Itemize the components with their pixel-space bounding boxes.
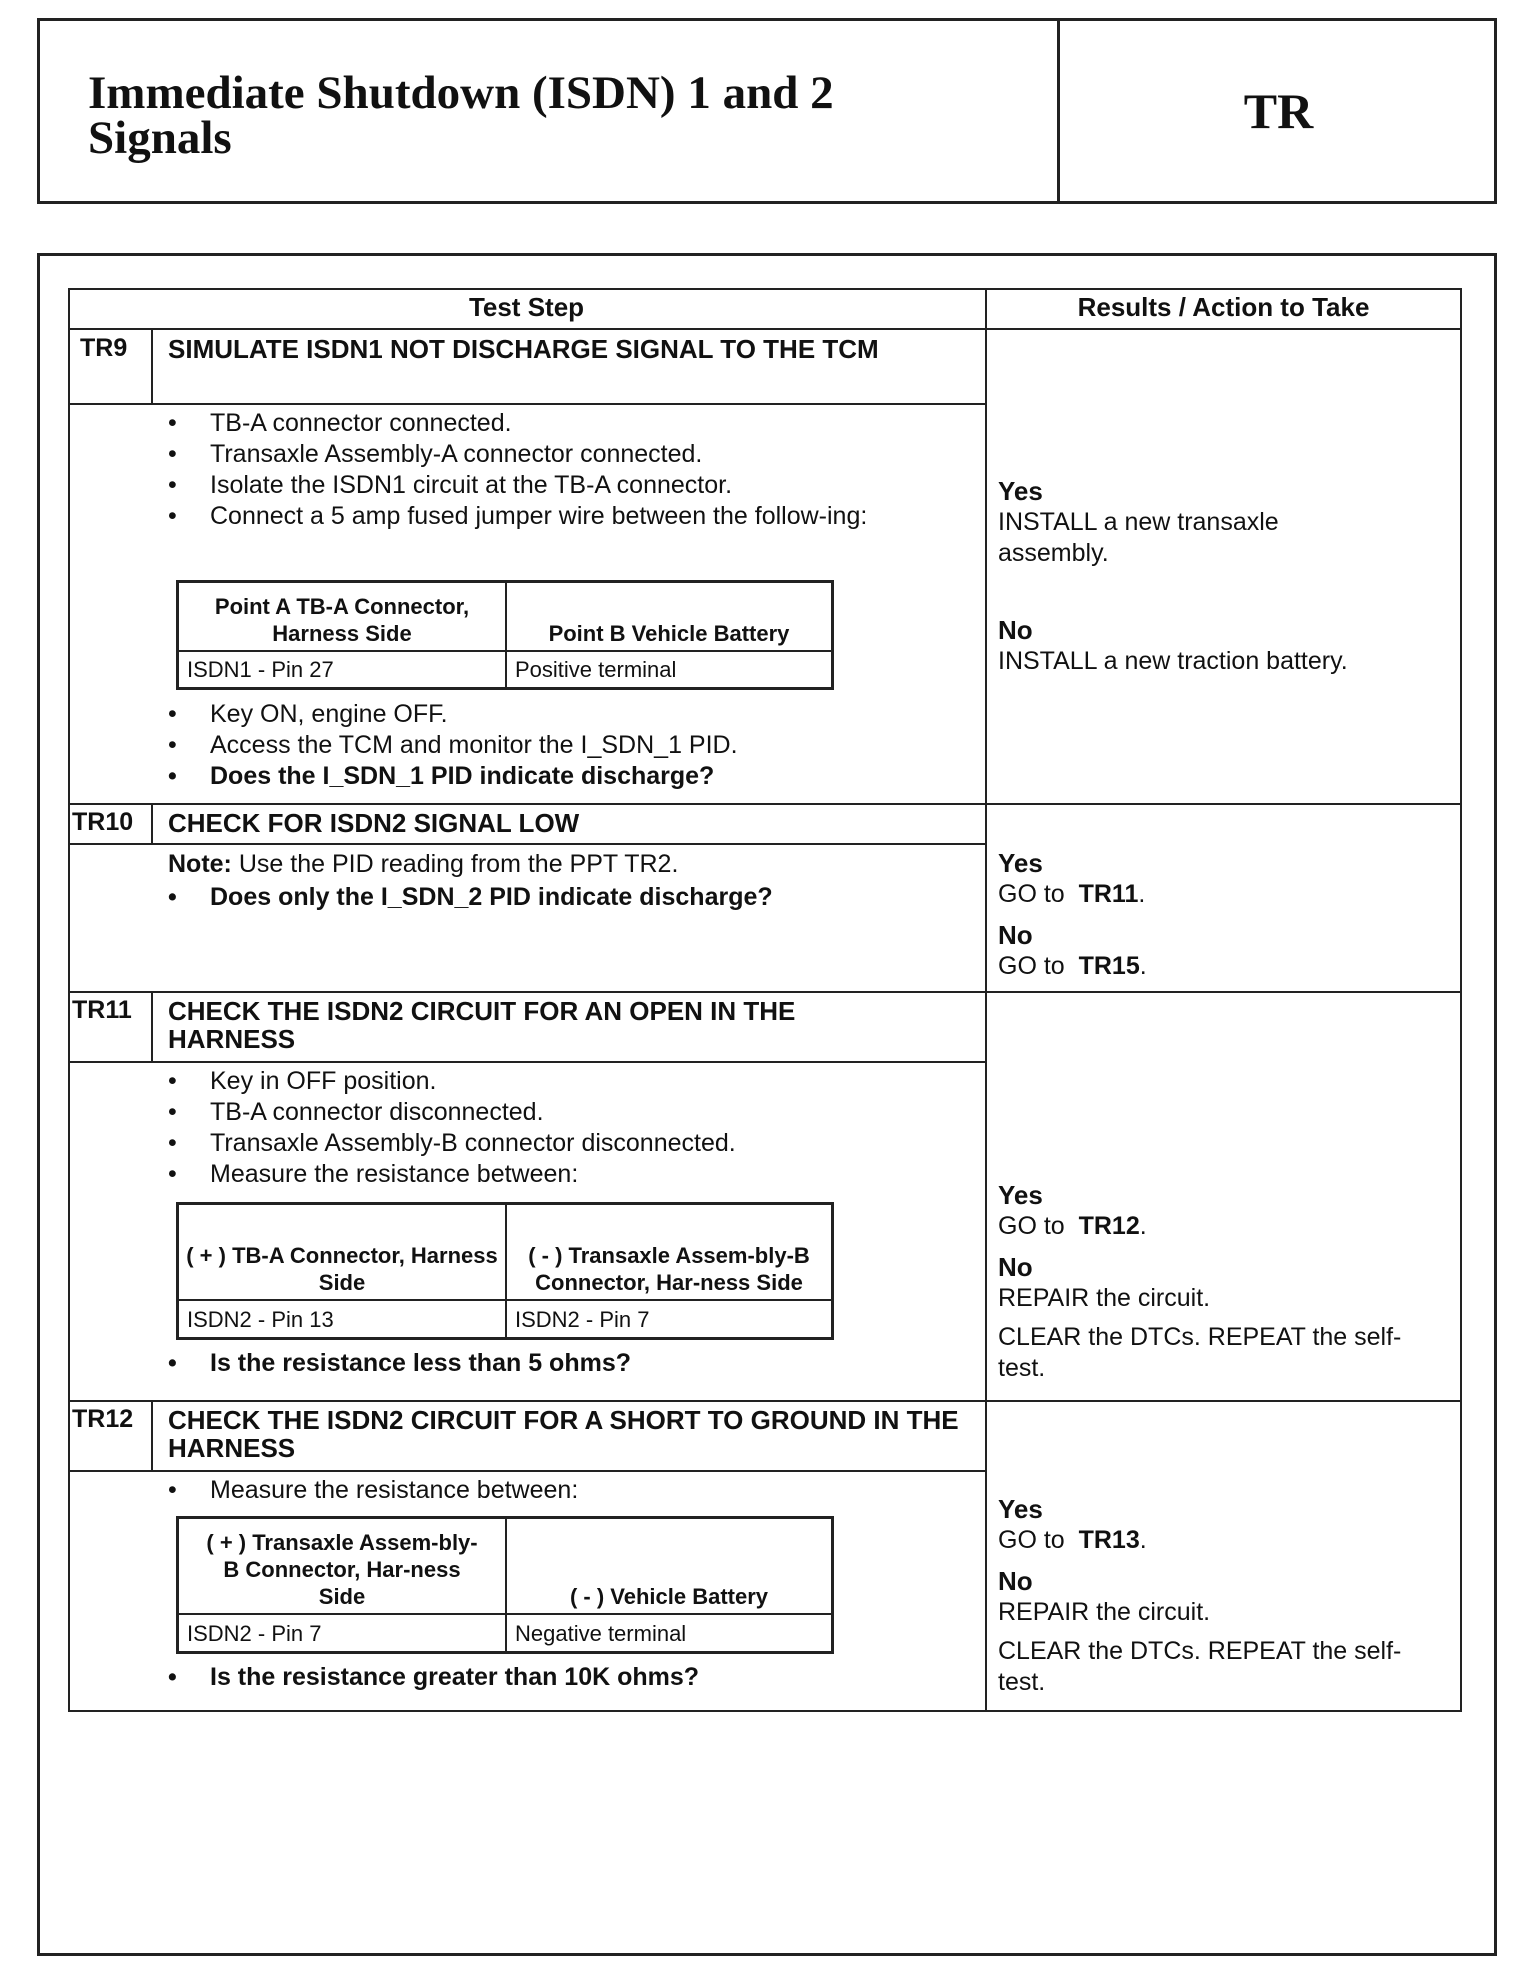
no-label: No <box>998 920 1033 950</box>
section-code: TR <box>1243 83 1314 139</box>
no-label: No <box>998 1566 1033 1596</box>
list-item: • Transaxle Assembly-B connector disconnected. <box>168 1128 970 1159</box>
tr9-id: TR9 <box>80 334 128 362</box>
list-item: • Key in OFF position. <box>168 1066 970 1097</box>
no-action-2: CLEAR the DTCs. REPEAT the self-test. <box>998 1323 1402 1382</box>
header-results: Results / Action to Take <box>1077 292 1370 322</box>
section-line-tr12 <box>68 1400 1462 1402</box>
no-action: REPAIR the circuit. <box>998 1598 1211 1626</box>
tr11-id: TR11 <box>72 996 132 1024</box>
no-action: GO to TR15. <box>998 952 1147 980</box>
no-action: INSTALL a new traction battery. <box>998 647 1348 675</box>
section-line-tr11 <box>68 991 1462 993</box>
tr12-id: TR12 <box>72 1405 134 1433</box>
table-border-top <box>68 288 1462 290</box>
tr12-inner-v1: ISDN2 - Pin 7 <box>187 1620 322 1646</box>
page-title: Immediate Shutdown (ISDN) 1 and 2 Signals <box>88 67 834 164</box>
tr9-bullets-1 <box>168 408 970 532</box>
no-label: No <box>998 1252 1033 1282</box>
tr10-results <box>998 848 1438 982</box>
go-to-target: TR15 <box>1078 952 1140 980</box>
tr10-question: • Does only the I_SDN_2 PID indicate discharge? <box>168 882 970 913</box>
column-divider <box>985 288 987 1712</box>
tr12-bullets <box>168 1475 970 1506</box>
list-item: • TB-A connector connected. <box>168 408 970 439</box>
go-to-text: GO to <box>998 1526 1065 1554</box>
yes-label: Yes <box>998 848 1043 878</box>
go-to-target: TR11 <box>1078 880 1139 908</box>
yes-action: GO to TR12. <box>998 1212 1147 1240</box>
list-item: • Isolate the ISDN1 circuit at the TB-A connector. <box>168 470 970 501</box>
tr12-id-divider <box>151 1400 153 1472</box>
table-border-left <box>68 288 70 1712</box>
go-to-text: GO to <box>998 880 1065 908</box>
yes-action: GO to TR11. <box>998 880 1146 908</box>
section-line-tr10 <box>68 803 1462 805</box>
tr10-id-divider <box>151 803 153 845</box>
tr12-title-line <box>68 1470 986 1472</box>
tr11-title: CHECK THE ISDN2 CIRCUIT FOR AN OPEN IN THE HARNESS <box>168 996 796 1054</box>
tr12-question: • Is the resistance greater than 10K ohms? <box>168 1662 970 1693</box>
list-item: • Transaxle Assembly-A connector connected. <box>168 439 970 470</box>
page-header <box>37 18 1497 204</box>
tr12-resistance-table <box>176 1516 834 1654</box>
tr11-resistance-table <box>176 1202 834 1340</box>
no-action: REPAIR the circuit. <box>998 1284 1211 1312</box>
tr10-title-line <box>68 843 986 845</box>
tr11-id-divider <box>151 991 153 1063</box>
tr12-question-list <box>168 1662 970 1693</box>
yes-label: Yes <box>998 1494 1043 1524</box>
header-test-step: Test Step <box>468 292 585 322</box>
list-item: • TB-A connector disconnected. <box>168 1097 970 1128</box>
tr11-title-line <box>68 1061 986 1063</box>
yes-label: Yes <box>998 1180 1043 1210</box>
tr9-inner-v2: Positive terminal <box>515 657 677 682</box>
no-action-2: CLEAR the DTCs. REPEAT the self-test. <box>998 1637 1402 1696</box>
header-row-line <box>68 328 1462 330</box>
tr11-question-list <box>168 1348 970 1379</box>
tr11-inner-h1: ( + ) TB-A Connector, Harness Side <box>186 1243 498 1295</box>
tr9-connection-table <box>176 580 834 690</box>
tr12-inner-v2: Negative terminal <box>515 1620 687 1646</box>
tr11-inner-v1: ISDN2 - Pin 13 <box>187 1306 334 1332</box>
yes-action: INSTALL a new transaxle assembly. <box>998 508 1279 567</box>
list-item: • Connect a 5 amp fused jumper wire between the follow-ing: <box>168 501 930 532</box>
no-label: No <box>998 615 1033 645</box>
tr11-question: • Is the resistance less than 5 ohms? <box>168 1348 970 1379</box>
go-to-text: GO to <box>998 952 1065 980</box>
table-border-bottom <box>68 1710 1462 1712</box>
tr11-results <box>998 1180 1448 1384</box>
tr12-title: CHECK THE ISDN2 CIRCUIT FOR A SHORT TO GROUND IN THE HARNESS <box>168 1405 959 1463</box>
tr12-inner-h1: ( + ) Transaxle Assem-bly-B Connector, Har-ness Side <box>206 1530 478 1609</box>
tr10-id: TR10 <box>72 808 134 836</box>
list-item: • Measure the resistance between: <box>168 1159 970 1190</box>
tr9-question: • Does the I_SDN_1 PID indicate discharge? <box>168 761 970 792</box>
tr10-note <box>168 849 678 880</box>
tr9-title: SIMULATE ISDN1 NOT DISCHARGE SIGNAL TO THE TCM <box>168 334 879 364</box>
test-step-table <box>68 288 1462 1712</box>
tr10-title: CHECK FOR ISDN2 SIGNAL LOW <box>168 808 580 838</box>
go-to-target: TR12 <box>1078 1212 1140 1240</box>
tr10-bullets <box>168 882 970 913</box>
tr9-inner-h2: Point B Vehicle Battery <box>548 621 790 646</box>
tr12-results <box>998 1494 1448 1698</box>
tr9-inner-v1: ISDN1 - Pin 27 <box>187 657 334 682</box>
tr12-inner-h2: ( - ) Vehicle Battery <box>569 1584 769 1609</box>
yes-action: GO to TR13. <box>998 1526 1147 1554</box>
tr9-inner-h1: Point A TB-A Connector, Harness Side <box>214 594 470 646</box>
tr11-bullets <box>168 1066 970 1190</box>
list-item: • Key ON, engine OFF. <box>168 699 970 730</box>
tr9-title-line <box>68 403 986 405</box>
tr9-id-divider <box>151 328 153 405</box>
go-to-text: GO to <box>998 1212 1065 1240</box>
yes-label: Yes <box>998 476 1043 506</box>
tr11-inner-v2: ISDN2 - Pin 7 <box>515 1306 650 1332</box>
note-label: Note: <box>168 850 232 878</box>
tr9-results <box>998 476 1438 677</box>
list-item: • Access the TCM and monitor the I_SDN_1 PID. <box>168 730 970 761</box>
tr11-inner-h2: ( - ) Transaxle Assem-bly-B Connector, Har-ness Side <box>528 1243 810 1295</box>
tr9-bullets-2 <box>168 699 970 792</box>
table-border-right <box>1460 288 1462 1712</box>
go-to-target: TR13 <box>1078 1526 1140 1554</box>
note-text: Use the PID reading from the PPT TR2. <box>238 850 679 878</box>
list-item: • Measure the resistance between: <box>168 1475 970 1506</box>
